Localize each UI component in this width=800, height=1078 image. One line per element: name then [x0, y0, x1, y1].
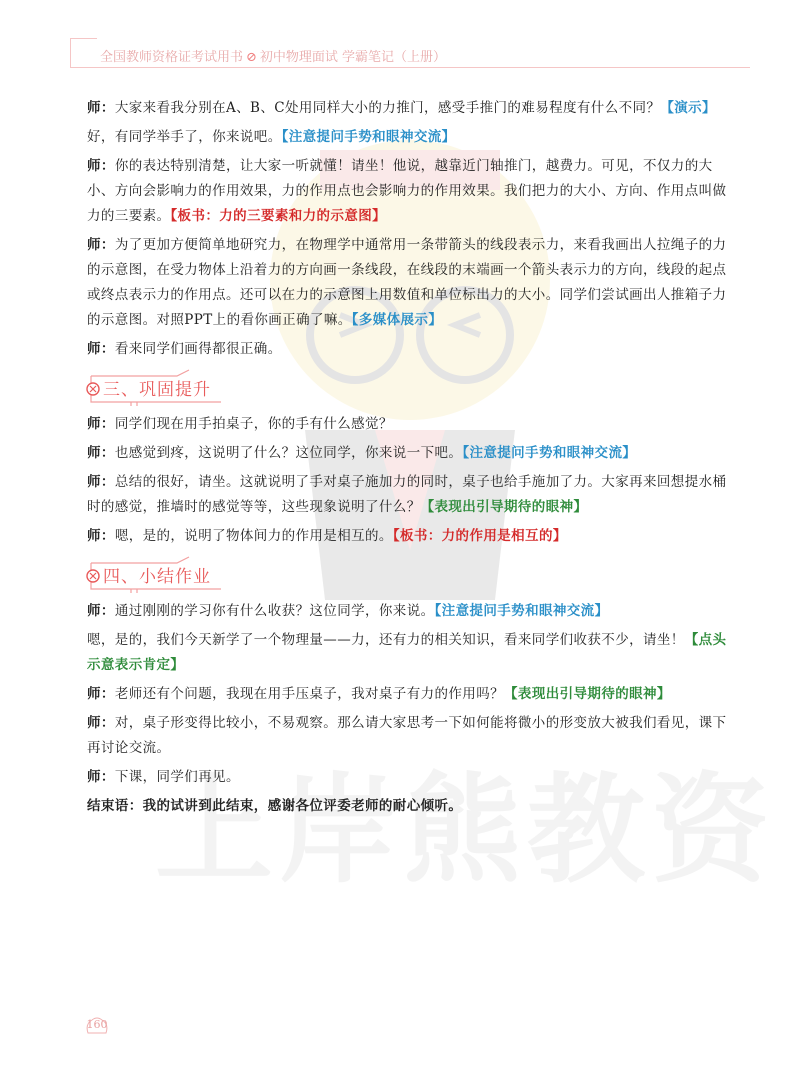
- speaker-label: 师：: [87, 416, 115, 432]
- speaker-label: 师：: [87, 237, 115, 253]
- speaker-label: 师：: [87, 445, 115, 461]
- dialogue-text: 你的表达特别清楚，让大家一听就懂！请坐！他说，越靠近门轴推门，越费力。可见，不仅力的大小、方向会影响力的作用效果，力的作用点也会影响力的作用效果。我们把力的大小、方向、作用点叫做力的三要素。: [87, 158, 727, 224]
- dialogue-line: [87, 599, 727, 624]
- header-rule: [70, 67, 750, 68]
- section-heading-4: [81, 555, 727, 595]
- speaker-label: 师：: [87, 158, 115, 174]
- speaker-label: 师：: [87, 100, 115, 116]
- dialogue-text: 老师还有个问题，我现在用手压桌子，我对桌子有力的作用吗？: [114, 686, 505, 702]
- dialogue-group-1: [87, 96, 727, 362]
- speaker-label: 师：: [87, 769, 115, 785]
- stage-direction: 【多媒体展示】: [351, 312, 443, 328]
- speaker-label: 师：: [87, 715, 115, 731]
- stage-direction: 【注意提问手势和眼神交流】: [462, 445, 637, 461]
- dialogue-line: [87, 233, 727, 333]
- dialogue-text: 大家来看我分别在A、B、C处用同样大小的力推门，感受手推门的难易程度有什么不同？: [114, 100, 661, 116]
- stage-direction: 【表现出引导期待的眼神】: [504, 686, 671, 702]
- speaker-label: 师：: [87, 474, 115, 490]
- dialogue-text: 对，桌子形变得比较小，不易观察。那么请大家思考一下如何能将微小的形变放大被我们看见，课下再讨论交流。: [87, 715, 727, 756]
- dialogue-line: [87, 711, 727, 761]
- dialogue-text: 为了更加方便简单地研究力，在物理学中通常用一条带箭头的线段表示力，来看我画出人拉绳子的力的示意图，在受力物体上沿着力的方向画一条线段，在线段的末端画一个箭头表示力的方向，线段的起点或终点表示力的作用点。还可以在力的示意图上用数值和单位标出力的大小。同学们尝试画出人推箱子力的示意图。对照PPT上的看你画正确了嘛。: [87, 237, 727, 328]
- speaker-label: 师：: [87, 528, 115, 544]
- dialogue-line: [87, 765, 727, 790]
- dialogue-line: [87, 96, 727, 121]
- stage-direction: 【注意提问手势和眼神交流】: [281, 129, 456, 145]
- dialogue-text: 看来同学们画得都很正确。: [114, 341, 282, 357]
- speaker-label: 师：: [87, 686, 115, 702]
- dialogue-group-2: [87, 412, 727, 549]
- dialogue-text: 通过刚刚的学习你有什么收获？这位同学，你来说。: [114, 603, 435, 619]
- dialogue-line: [87, 470, 727, 520]
- dialogue-line: [87, 412, 727, 437]
- closing-remark: 结束语：我的试讲到此结束，感谢各位评委老师的耐心倾听。: [87, 798, 463, 814]
- dialogue-line: [87, 125, 727, 150]
- page-number-text: 160: [86, 1018, 108, 1031]
- book-subtitle: 初中物理面试 学霸笔记（上册）: [259, 50, 447, 65]
- dialogue-text: 下课，同学们再见。: [114, 769, 240, 785]
- book-series-title: 全国教师资格证考试用书: [100, 50, 244, 65]
- page-header: [70, 36, 750, 68]
- dialogue-text: 同学们现在用手拍桌子，你的手有什么感觉？: [114, 416, 393, 432]
- stage-direction: 【演示】: [660, 100, 716, 116]
- page-number: [84, 1015, 110, 1037]
- stage-direction: 【表现出引导期待的眼神】: [420, 499, 588, 515]
- dialogue-text: 也感觉到疼，这说明了什么？这位同学，你来说一下吧。: [114, 445, 463, 461]
- section-heading-3: [81, 368, 727, 408]
- dialogue-text: 总结的很好，请坐。这就说明了手对桌子施加力的同时，桌子也给手施加了力。大家再来回想提水桶时的感觉，推墙时的感觉等等，这些现象说明了什么？: [87, 474, 727, 515]
- dialogue-line: [87, 524, 727, 549]
- speaker-label: 师：: [87, 341, 115, 357]
- lesson-script: [87, 96, 727, 823]
- stage-direction: 【点头示意表示肯定】: [87, 632, 727, 673]
- speaker-label: 师：: [87, 603, 115, 619]
- dialogue-group-3: [87, 599, 727, 790]
- dialogue-line: [87, 337, 727, 362]
- section-title: 四、小结作业: [103, 567, 211, 587]
- dialogue-line: [87, 441, 727, 466]
- dialogue-line: [87, 628, 727, 678]
- header-title: [100, 46, 446, 65]
- section-title: 三、巩固提升: [103, 380, 211, 400]
- dialogue-text: 嗯，是的，我们今天新学了一个物理量——力，还有力的相关知识，看来同学们收获不少，请坐！: [87, 632, 685, 648]
- dialogue-line: [87, 154, 727, 229]
- dialogue-text: 嗯，是的，说明了物体间力的作用是相互的。: [114, 528, 393, 544]
- stage-direction: 【板书：力的三要素和力的示意图】: [170, 208, 387, 224]
- stage-direction: 【板书：力的作用是相互的】: [392, 528, 567, 544]
- dialogue-text: 好，有同学举手了，你来说吧。: [87, 129, 282, 145]
- header-separator-icon: ⊘: [246, 50, 257, 65]
- stage-direction: 【注意提问手势和眼神交流】: [434, 603, 609, 619]
- dialogue-line: [87, 682, 727, 707]
- header-ornament: [70, 38, 97, 68]
